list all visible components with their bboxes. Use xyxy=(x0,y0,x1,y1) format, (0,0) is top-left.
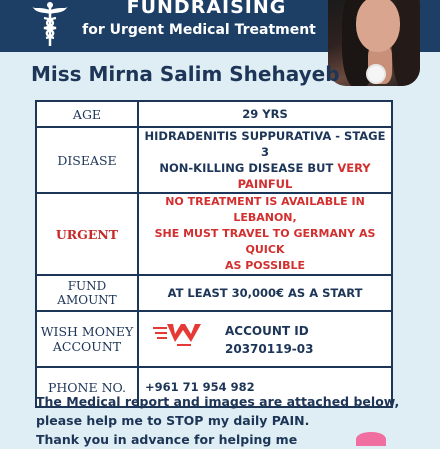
wish-value xyxy=(138,311,392,367)
banner-title: FUNDRAISING xyxy=(126,0,287,18)
disease-line2: NON-KILLING DISEASE BUT VERY PAINFUL xyxy=(159,161,371,191)
table-row-fund xyxy=(36,275,392,311)
urgent-label: URGENT xyxy=(36,193,138,275)
wish-money-logo xyxy=(153,320,205,348)
wish-label-line2: ACCOUNT xyxy=(52,339,122,354)
phone-label: PHONE NO. xyxy=(36,367,138,407)
disease-value xyxy=(138,127,392,193)
wish-label xyxy=(36,311,138,367)
table-row-disease xyxy=(36,127,392,193)
account-id: 20370119-03 xyxy=(225,342,314,356)
wish-label-line1: WISH MONEY xyxy=(40,324,134,339)
footer-line3: Thank you in advance for helping me xyxy=(36,432,298,447)
urgent-line2: SHE MUST TRAVEL TO GERMANY AS QUICK xyxy=(154,227,376,256)
disease-emphasis: VERY PAINFUL xyxy=(237,161,371,191)
urgent-line3: AS POSSIBLE xyxy=(224,259,306,272)
table-row-wish xyxy=(36,311,392,367)
table-row-age xyxy=(36,101,392,127)
fund-label: FUND AMOUNT xyxy=(36,275,138,311)
urgent-line1: NO TREATMENT IS AVAILABLE IN LEBANON, xyxy=(165,195,365,224)
table-row-urgent xyxy=(36,193,392,275)
patient-name: Miss Mirna Salim Shehayeb xyxy=(31,62,340,86)
account-info xyxy=(225,322,321,358)
age-value: 29 YRS xyxy=(138,101,392,127)
phone-value: +961 71 954 982 xyxy=(138,367,392,407)
disease-label: DISEASE xyxy=(36,127,138,193)
heart-icon xyxy=(356,432,386,446)
urgent-value xyxy=(138,193,392,275)
info-table xyxy=(35,100,393,408)
patient-photo xyxy=(328,0,420,86)
banner-subtitle: for Urgent Medical Treatment xyxy=(82,22,316,38)
disease-line1: HIDRADENITIS SUPPURATIVA - STAGE 3 xyxy=(144,129,386,159)
account-title: ACCOUNT ID xyxy=(225,324,309,338)
footer-line1: The Medical report and images are attached below, xyxy=(36,394,400,409)
footer-line2: please help me to STOP my daily PAIN. xyxy=(36,413,310,428)
age-label: AGE xyxy=(36,101,138,127)
fund-value: AT LEAST 30,000€ AS A START xyxy=(138,275,392,311)
